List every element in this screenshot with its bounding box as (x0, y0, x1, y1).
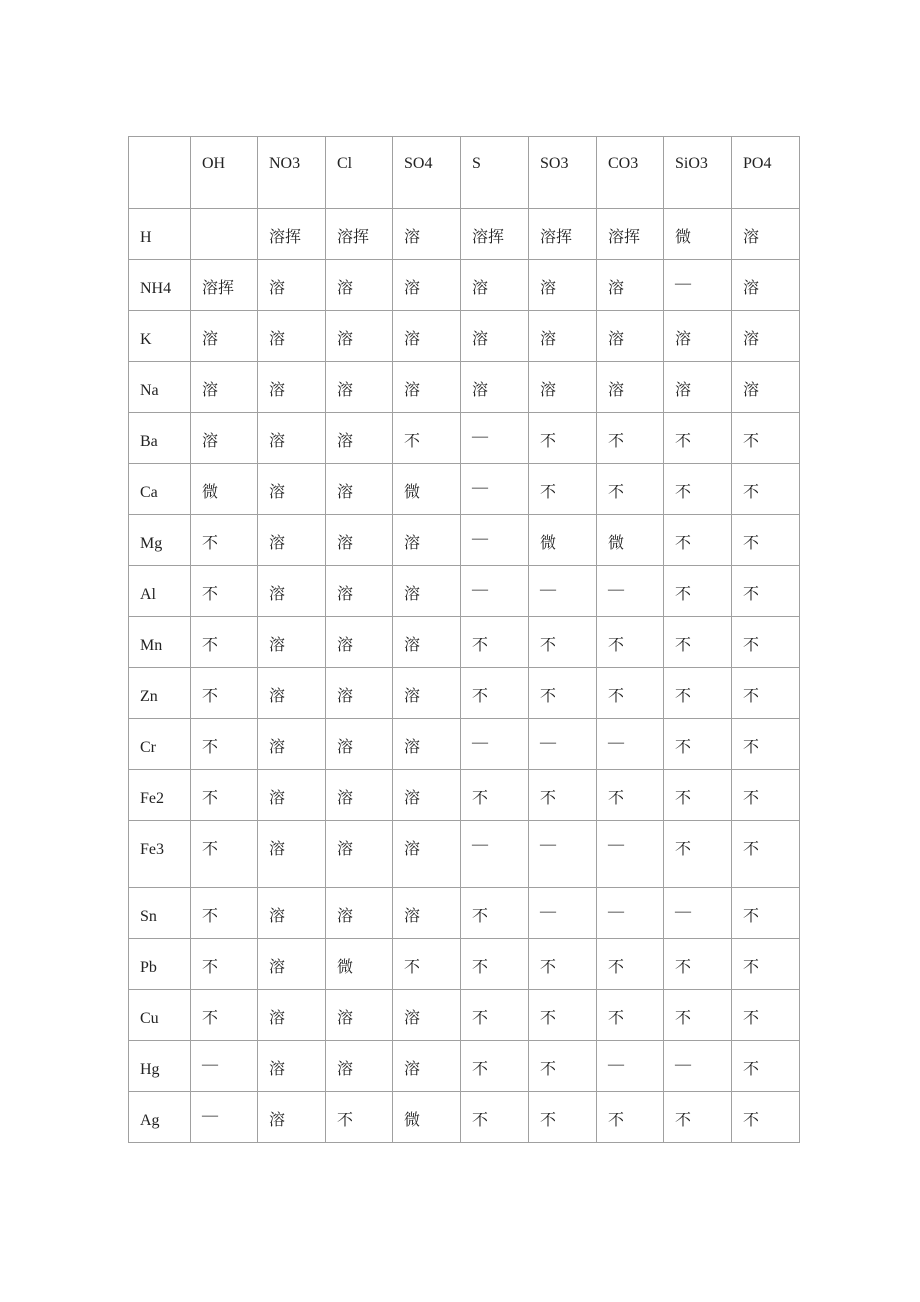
solubility-cell: 不 (461, 770, 529, 821)
solubility-cell: 不 (732, 617, 800, 668)
solubility-cell: 溶 (258, 990, 326, 1041)
solubility-cell: 不 (461, 668, 529, 719)
cation-label: Ca (129, 464, 191, 515)
solubility-cell: 溶 (732, 260, 800, 311)
solubility-cell: 溶 (393, 515, 461, 566)
cation-label: Mn (129, 617, 191, 668)
solubility-cell: 不 (732, 668, 800, 719)
table-row (129, 719, 800, 770)
solubility-cell: 溶 (326, 821, 393, 888)
solubility-cell: 不 (461, 939, 529, 990)
table-row (129, 1041, 800, 1092)
solubility-cell: 溶 (258, 1092, 326, 1143)
solubility-cell: 溶 (326, 990, 393, 1041)
solubility-cell: — (191, 1092, 258, 1143)
solubility-cell: — (664, 1041, 732, 1092)
table-row (129, 566, 800, 617)
solubility-cell: 溶 (461, 362, 529, 413)
solubility-cell: 溶 (393, 770, 461, 821)
solubility-cell: 不 (664, 1092, 732, 1143)
table-row (129, 413, 800, 464)
solubility-cell: 微 (529, 515, 597, 566)
solubility-cell: 不 (664, 668, 732, 719)
solubility-cell: 不 (732, 770, 800, 821)
solubility-cell: — (461, 821, 529, 888)
table-row (129, 515, 800, 566)
solubility-cell: 不 (191, 566, 258, 617)
solubility-cell: 溶 (326, 362, 393, 413)
table-row (129, 888, 800, 939)
cation-label: Mg (129, 515, 191, 566)
solubility-cell: 不 (597, 770, 664, 821)
solubility-cell: 不 (529, 1041, 597, 1092)
table-row (129, 821, 800, 888)
solubility-cell: 溶 (326, 260, 393, 311)
solubility-cell: 溶 (326, 311, 393, 362)
cation-label: Cr (129, 719, 191, 770)
solubility-cell: 不 (664, 770, 732, 821)
cation-label: K (129, 311, 191, 362)
solubility-cell: 溶 (326, 617, 393, 668)
solubility-cell: 溶 (529, 362, 597, 413)
solubility-cell: 溶 (597, 362, 664, 413)
solubility-cell: 不 (529, 770, 597, 821)
anion-header: NO3 (258, 137, 326, 209)
solubility-cell: 不 (732, 821, 800, 888)
solubility-cell: 溶 (326, 719, 393, 770)
solubility-cell: 不 (529, 668, 597, 719)
solubility-cell: — (597, 888, 664, 939)
cation-label: Fe2 (129, 770, 191, 821)
solubility-cell: 不 (732, 515, 800, 566)
solubility-cell: 溶 (529, 260, 597, 311)
solubility-cell: 溶 (597, 260, 664, 311)
solubility-cell: — (461, 566, 529, 617)
solubility-cell: 溶 (258, 821, 326, 888)
solubility-cell: 溶 (258, 888, 326, 939)
solubility-cell: — (461, 464, 529, 515)
solubility-cell: 微 (191, 464, 258, 515)
solubility-cell: 不 (597, 413, 664, 464)
solubility-cell: 不 (529, 617, 597, 668)
solubility-cell: 溶 (393, 668, 461, 719)
solubility-cell: 溶 (258, 719, 326, 770)
solubility-cell: 不 (664, 413, 732, 464)
solubility-cell: 不 (664, 990, 732, 1041)
solubility-cell: 微 (393, 464, 461, 515)
solubility-cell: 不 (191, 821, 258, 888)
table-row (129, 260, 800, 311)
solubility-cell: — (461, 413, 529, 464)
solubility-cell: 不 (461, 617, 529, 668)
solubility-cell: 溶 (191, 311, 258, 362)
corner-cell (129, 137, 191, 209)
cation-label: Ag (129, 1092, 191, 1143)
solubility-cell: 溶 (326, 888, 393, 939)
anion-header: Cl (326, 137, 393, 209)
solubility-cell: 不 (326, 1092, 393, 1143)
table-row (129, 209, 800, 260)
anion-header: PO4 (732, 137, 800, 209)
solubility-cell: 溶 (326, 515, 393, 566)
solubility-cell: — (597, 821, 664, 888)
table-row (129, 770, 800, 821)
solubility-cell: 不 (529, 990, 597, 1041)
solubility-cell: 溶 (258, 464, 326, 515)
solubility-cell: 溶 (664, 311, 732, 362)
cation-label: Hg (129, 1041, 191, 1092)
solubility-cell: 不 (664, 821, 732, 888)
solubility-cell: 溶 (258, 770, 326, 821)
solubility-cell: 溶 (393, 566, 461, 617)
solubility-cell: 溶 (529, 311, 597, 362)
solubility-cell: 溶 (258, 515, 326, 566)
solubility-cell: 溶 (326, 464, 393, 515)
solubility-cell: 溶 (461, 311, 529, 362)
solubility-cell: 微 (326, 939, 393, 990)
solubility-cell: 溶 (326, 668, 393, 719)
solubility-cell: — (461, 719, 529, 770)
solubility-cell: 溶 (393, 362, 461, 413)
anion-header: CO3 (597, 137, 664, 209)
solubility-cell: — (529, 719, 597, 770)
solubility-cell: 不 (191, 888, 258, 939)
solubility-cell: — (529, 888, 597, 939)
solubility-cell: 不 (732, 719, 800, 770)
solubility-cell: 溶 (258, 311, 326, 362)
solubility-cell: 溶 (732, 362, 800, 413)
solubility-cell: 不 (393, 413, 461, 464)
solubility-cell (191, 209, 258, 260)
solubility-cell: 不 (597, 939, 664, 990)
solubility-cell: 不 (732, 1041, 800, 1092)
solubility-cell: — (664, 888, 732, 939)
anion-header: S (461, 137, 529, 209)
solubility-cell: 溶 (258, 1041, 326, 1092)
cation-label: Al (129, 566, 191, 617)
solubility-cell: — (597, 719, 664, 770)
solubility-cell: 溶挥 (529, 209, 597, 260)
solubility-cell: 不 (461, 1092, 529, 1143)
cation-label: Zn (129, 668, 191, 719)
solubility-cell: 不 (664, 719, 732, 770)
anion-header: SO3 (529, 137, 597, 209)
solubility-cell: 溶 (393, 617, 461, 668)
solubility-cell: 不 (664, 566, 732, 617)
solubility-cell: 溶 (258, 260, 326, 311)
table-row (129, 668, 800, 719)
anion-header: OH (191, 137, 258, 209)
solubility-cell: 溶 (393, 719, 461, 770)
cation-label: Fe3 (129, 821, 191, 888)
solubility-cell: 溶 (393, 888, 461, 939)
solubility-cell: — (597, 1041, 664, 1092)
solubility-cell: 溶挥 (191, 260, 258, 311)
solubility-cell: 溶 (191, 362, 258, 413)
solubility-cell: — (191, 1041, 258, 1092)
solubility-cell: 不 (664, 939, 732, 990)
solubility-cell: — (597, 566, 664, 617)
table-row (129, 990, 800, 1041)
cation-label: H (129, 209, 191, 260)
solubility-cell: 不 (191, 719, 258, 770)
anion-header: SO4 (393, 137, 461, 209)
solubility-cell: 不 (597, 990, 664, 1041)
cation-label: Cu (129, 990, 191, 1041)
solubility-cell: 不 (664, 617, 732, 668)
solubility-cell: 不 (191, 515, 258, 566)
solubility-cell: — (461, 515, 529, 566)
solubility-cell: 溶挥 (326, 209, 393, 260)
solubility-cell: 溶挥 (258, 209, 326, 260)
solubility-cell: 溶 (258, 617, 326, 668)
solubility-cell: — (529, 821, 597, 888)
solubility-cell: 溶 (597, 311, 664, 362)
solubility-cell: 微 (393, 1092, 461, 1143)
solubility-cell: 不 (461, 888, 529, 939)
solubility-table (128, 136, 800, 1143)
table-body (129, 137, 800, 1143)
solubility-cell: 不 (191, 668, 258, 719)
solubility-cell: 不 (461, 1041, 529, 1092)
solubility-cell: 溶 (393, 990, 461, 1041)
solubility-cell: 溶挥 (461, 209, 529, 260)
solubility-cell: — (529, 566, 597, 617)
table-row (129, 1092, 800, 1143)
solubility-cell: 不 (529, 1092, 597, 1143)
solubility-cell: 不 (191, 990, 258, 1041)
solubility-cell: 不 (664, 464, 732, 515)
table-row (129, 311, 800, 362)
solubility-cell: 不 (461, 990, 529, 1041)
table-row (129, 939, 800, 990)
solubility-cell: 溶 (258, 566, 326, 617)
solubility-cell: 溶 (393, 260, 461, 311)
solubility-cell: 不 (191, 770, 258, 821)
solubility-cell: — (664, 260, 732, 311)
solubility-cell: 不 (393, 939, 461, 990)
cation-label: Ba (129, 413, 191, 464)
solubility-cell: 溶 (326, 1041, 393, 1092)
solubility-cell: 溶 (461, 260, 529, 311)
solubility-cell: 不 (191, 617, 258, 668)
solubility-cell: 溶 (732, 209, 800, 260)
solubility-cell: 溶 (393, 821, 461, 888)
solubility-cell: 溶 (664, 362, 732, 413)
cation-label: Na (129, 362, 191, 413)
solubility-cell: 溶 (326, 770, 393, 821)
solubility-cell: 溶 (258, 668, 326, 719)
table-row (129, 617, 800, 668)
header-row (129, 137, 800, 209)
solubility-cell: 不 (732, 939, 800, 990)
solubility-cell: 不 (732, 413, 800, 464)
solubility-cell: 溶挥 (597, 209, 664, 260)
solubility-cell: 不 (529, 939, 597, 990)
solubility-cell: 溶 (326, 566, 393, 617)
solubility-cell: 溶 (732, 311, 800, 362)
solubility-cell: 不 (732, 566, 800, 617)
solubility-cell: 溶 (258, 413, 326, 464)
solubility-cell: 不 (597, 464, 664, 515)
solubility-cell: 不 (732, 464, 800, 515)
solubility-cell: 不 (732, 1092, 800, 1143)
solubility-cell: 不 (191, 939, 258, 990)
anion-header: SiO3 (664, 137, 732, 209)
solubility-cell: 溶 (258, 939, 326, 990)
solubility-cell: 不 (597, 1092, 664, 1143)
solubility-cell: 不 (664, 515, 732, 566)
solubility-cell: 微 (664, 209, 732, 260)
solubility-cell: 溶 (393, 209, 461, 260)
solubility-cell: 溶 (393, 1041, 461, 1092)
solubility-cell: 溶 (258, 362, 326, 413)
solubility-cell: 不 (529, 464, 597, 515)
solubility-cell: 溶 (191, 413, 258, 464)
cation-label: NH4 (129, 260, 191, 311)
table-row (129, 362, 800, 413)
cation-label: Sn (129, 888, 191, 939)
solubility-cell: 不 (597, 668, 664, 719)
cation-label: Pb (129, 939, 191, 990)
solubility-cell: 不 (732, 888, 800, 939)
solubility-cell: 不 (529, 413, 597, 464)
solubility-cell: 微 (597, 515, 664, 566)
table-row (129, 464, 800, 515)
solubility-cell: 溶 (393, 311, 461, 362)
solubility-cell: 不 (732, 990, 800, 1041)
solubility-cell: 不 (597, 617, 664, 668)
solubility-cell: 溶 (326, 413, 393, 464)
